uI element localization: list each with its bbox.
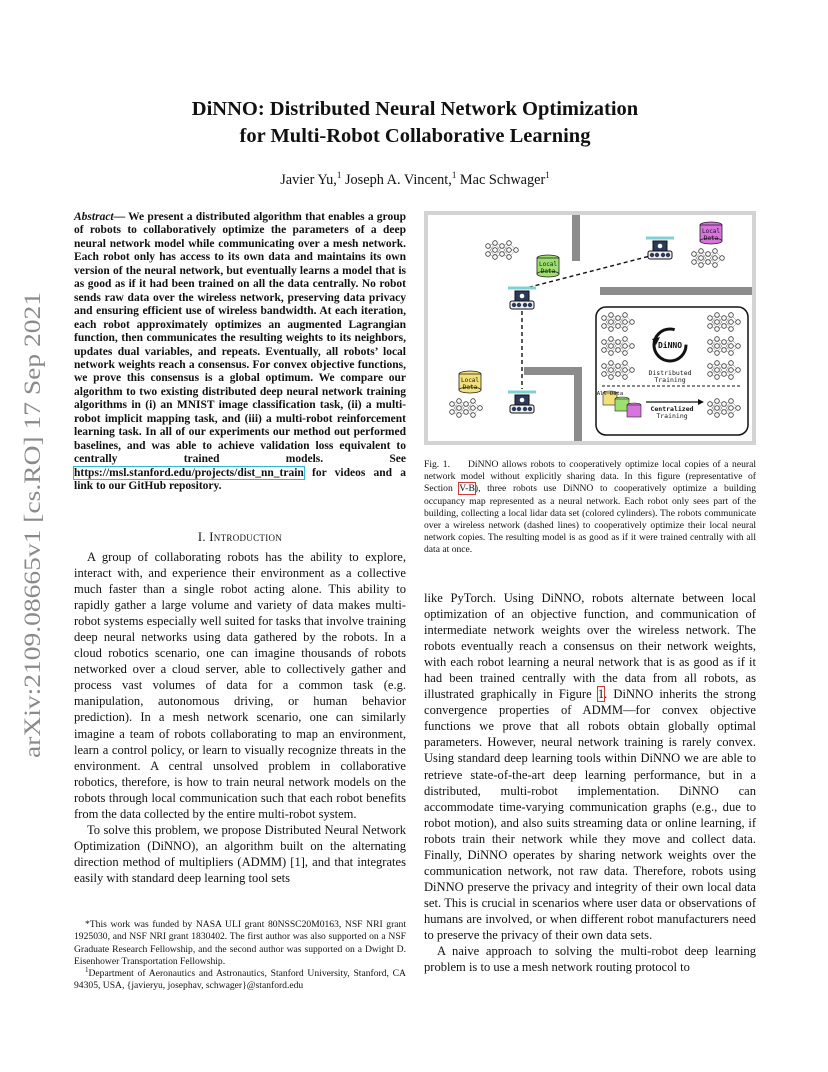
- abstract: [74, 211, 406, 494]
- abstract-text-end: for videos and a link to our GitHub repository.: [74, 466, 406, 493]
- paragraph: [424, 590, 756, 943]
- paragraph: To solve this problem, we propose Distributed Neural Network Optimization (DiNNO), an algorithm built on the alternating direction method of multipliers (ADMM) [1], and that integrates easily with standard deep learning tool sets: [74, 822, 406, 885]
- paragraph: A group of collaborating robots has the ability to explore, interact with, and experience their environment as a collective much faster than a single robot acting alone. This ability to rapidly gather a large volume and variety of data makes multi-robot systems especially well suited for tasks that involve training deep neural networks using data gathered by the robots. In a cloud robotics scenario, one can imagine thousands of robots networked over a cloud server, able to collectively gather and process vast volumes of data for a common task (e.g. manipulation, autonomous driving, or human behavior prediction). In a mesh network scenario, one can similarly imagine a team of robots collaborating to map an environment, learn a control policy, or learn to visually recognize threats in the environment. A central unsolved problem in collaborative robotics, therefore, is how to train neural network models on the robots through local communication such that each robot benefits from the data collected by the entire multi-robot system.: [74, 550, 406, 821]
- author-affiliation-mark: 1: [451, 170, 457, 181]
- paragraph: A naive approach to solving the multi-robot deep learning problem is to use a mesh network routing protocol to: [424, 944, 756, 975]
- local-data-label: Data: [462, 384, 478, 391]
- centralized-training-label: Centralized: [650, 405, 694, 413]
- local-data-label: Local: [538, 261, 558, 268]
- author-list: [70, 172, 760, 189]
- figure-1-caption: [424, 459, 756, 557]
- author-affiliation-mark: 1: [545, 170, 550, 181]
- section-reference-link[interactable]: V-B: [459, 483, 475, 495]
- footnotes: [74, 919, 406, 993]
- arxiv-identifier: [10, 290, 50, 760]
- abstract-dash: —: [113, 211, 129, 223]
- paragraph-text: . DiNNO inherits the strong convergence properties of ADMM—for convex objective functions we prove that all robots obtain globally optimal parameters. However, neural network training is rarely convex. Using standard deep learning tools within DiNNO we are able to retrieve state-of-the-art deep learning performance, but in a distributed, multi-robot implementation. DiNNO can accommodate time-varying communication graphs (e.g., due to robot motion), and also suits streaming data or online learning, if robots train their network while they move and collect data. Finally, DiNNO operates by sharing network weights over the communication network, not raw data. Therefore, robots using DiNNO preserve the privacy and integrity of their own local data set. This is crucial in scenarios where user data or observations of humans are involved, or when different robot manufacturers need to preserve the privacy of their own data sets.: [424, 687, 756, 942]
- local-data-label: Local: [701, 228, 721, 235]
- author-name: Joseph A. Vincent,: [341, 172, 452, 188]
- affiliation-text: Department of Aeronautics and Astronautics, Stanford University, Stanford, CA 94305, USA, {javieryu, josephav, schwager}@stanford.edu: [74, 968, 406, 992]
- introduction-body-left: [74, 549, 406, 886]
- section-heading-introduction: [74, 530, 406, 545]
- all-data-label: All Data: [596, 391, 624, 397]
- figure-1-illustration: [424, 211, 756, 445]
- arxiv-identifier-text: arXiv:2109.08665v1 [cs.RO] 17 Sep 2021: [20, 359, 46, 758]
- local-data-label: Data: [540, 268, 556, 275]
- section-number: I.: [197, 530, 210, 544]
- paragraph-text: like PyTorch. Using DiNNO, robots alternate between local optimization of an objective function, and communication of intermediate network weights over the wireless network. The robots eventually reach a consensus on their network weights, with each robot learning a neural network that is as good as if it had been trained centrally with the data from all robots, as illustrated graphically in Figure: [424, 591, 756, 702]
- distributed-training-label: Training: [654, 376, 686, 384]
- author-name: Mac Schwager: [456, 172, 546, 188]
- affiliation-footnote: [74, 968, 406, 993]
- section-title: Introduction: [209, 530, 283, 544]
- figure-1: [424, 211, 756, 445]
- title-line-2: for Multi-Robot Collaborative Learning: [239, 125, 591, 147]
- paper-title: [70, 96, 760, 150]
- author-affiliation-mark: 1: [336, 170, 342, 181]
- caption-text: DiNNO allows robots to cooperatively optimize local copies of a neural network model without explicitly sharing data. In this figure (representative of Section: [424, 459, 756, 495]
- caption-text-end: ), three robots use DiNNO to cooperatively optimize a building occupancy map represented as a neural network. Each robot only sees part of the building, collecting a local lidar data set (colored cylinders). The robots communicate over a wireless network (dashed lines) to cooperatively optimize their local neural network copies. The resulting model is as good as if it were trained centrally with all data at once.: [424, 483, 756, 556]
- local-data-label: Local: [460, 377, 480, 384]
- arxiv-identifier-graphic: [10, 290, 50, 760]
- author-name: Javier Yu,: [280, 172, 337, 188]
- local-data-label: Data: [703, 235, 719, 242]
- introduction-body-right: [424, 590, 756, 975]
- funding-footnote: *This work was funded by NASA ULI grant 80NSSC20M0163, NSF NRI grant 1925030, and NSF NRI grant 1830402. The first author was also supported on a NSF Graduate Research Fellowship, and the second author was supported on a Dwight D. Eisenhower Transportation Fellowship.: [74, 919, 406, 967]
- centralized-training-label: Training: [656, 412, 688, 420]
- title-line-1: DiNNO: Distributed Neural Network Optimization: [191, 98, 639, 120]
- figure-reference-link[interactable]: 1: [597, 687, 605, 702]
- project-link[interactable]: https://msl.stanford.edu/projects/dist_nn_train: [74, 466, 304, 479]
- abstract-label: Abstract: [74, 211, 114, 223]
- footnote-mark: 1: [85, 966, 89, 974]
- dinno-label: DiNNO: [657, 341, 683, 350]
- abstract-text: We present a distributed algorithm that enables a group of robots to collaboratively optimize the parameters of a deep neural network model while communicating over a mesh network. Each robot only has access to its own data and maintains its own version of the neural network, but eventually learns a model that is as good as if it had been trained on all the data centrally. No robot sends raw data over the wireless network, preserving data privacy and ensuring efficient use of wireless bandwidth. At each iteration, each robot approximately optimizes an augmented Lagrangian function, then communicates the resulting weights to its neighbors, updates dual variables, and repeats. Eventually, all robots’ local network weights reach a consensus. For convex objective functions, we prove this consensus is a global optimum. We compare our algorithm to two existing distributed deep neural network training algorithms in (i) an MNIST image classification task, (ii) a multi-robot implicit mapping task, and (iii) a multi-robot reinforcement learning task. In all of our experiments our method out performed baselines, and was able to achieve validation loss equivalent to centrally trained models. See: [74, 211, 406, 466]
- caption-label: Fig. 1.: [424, 459, 450, 470]
- distributed-training-label: Distributed: [648, 369, 692, 377]
